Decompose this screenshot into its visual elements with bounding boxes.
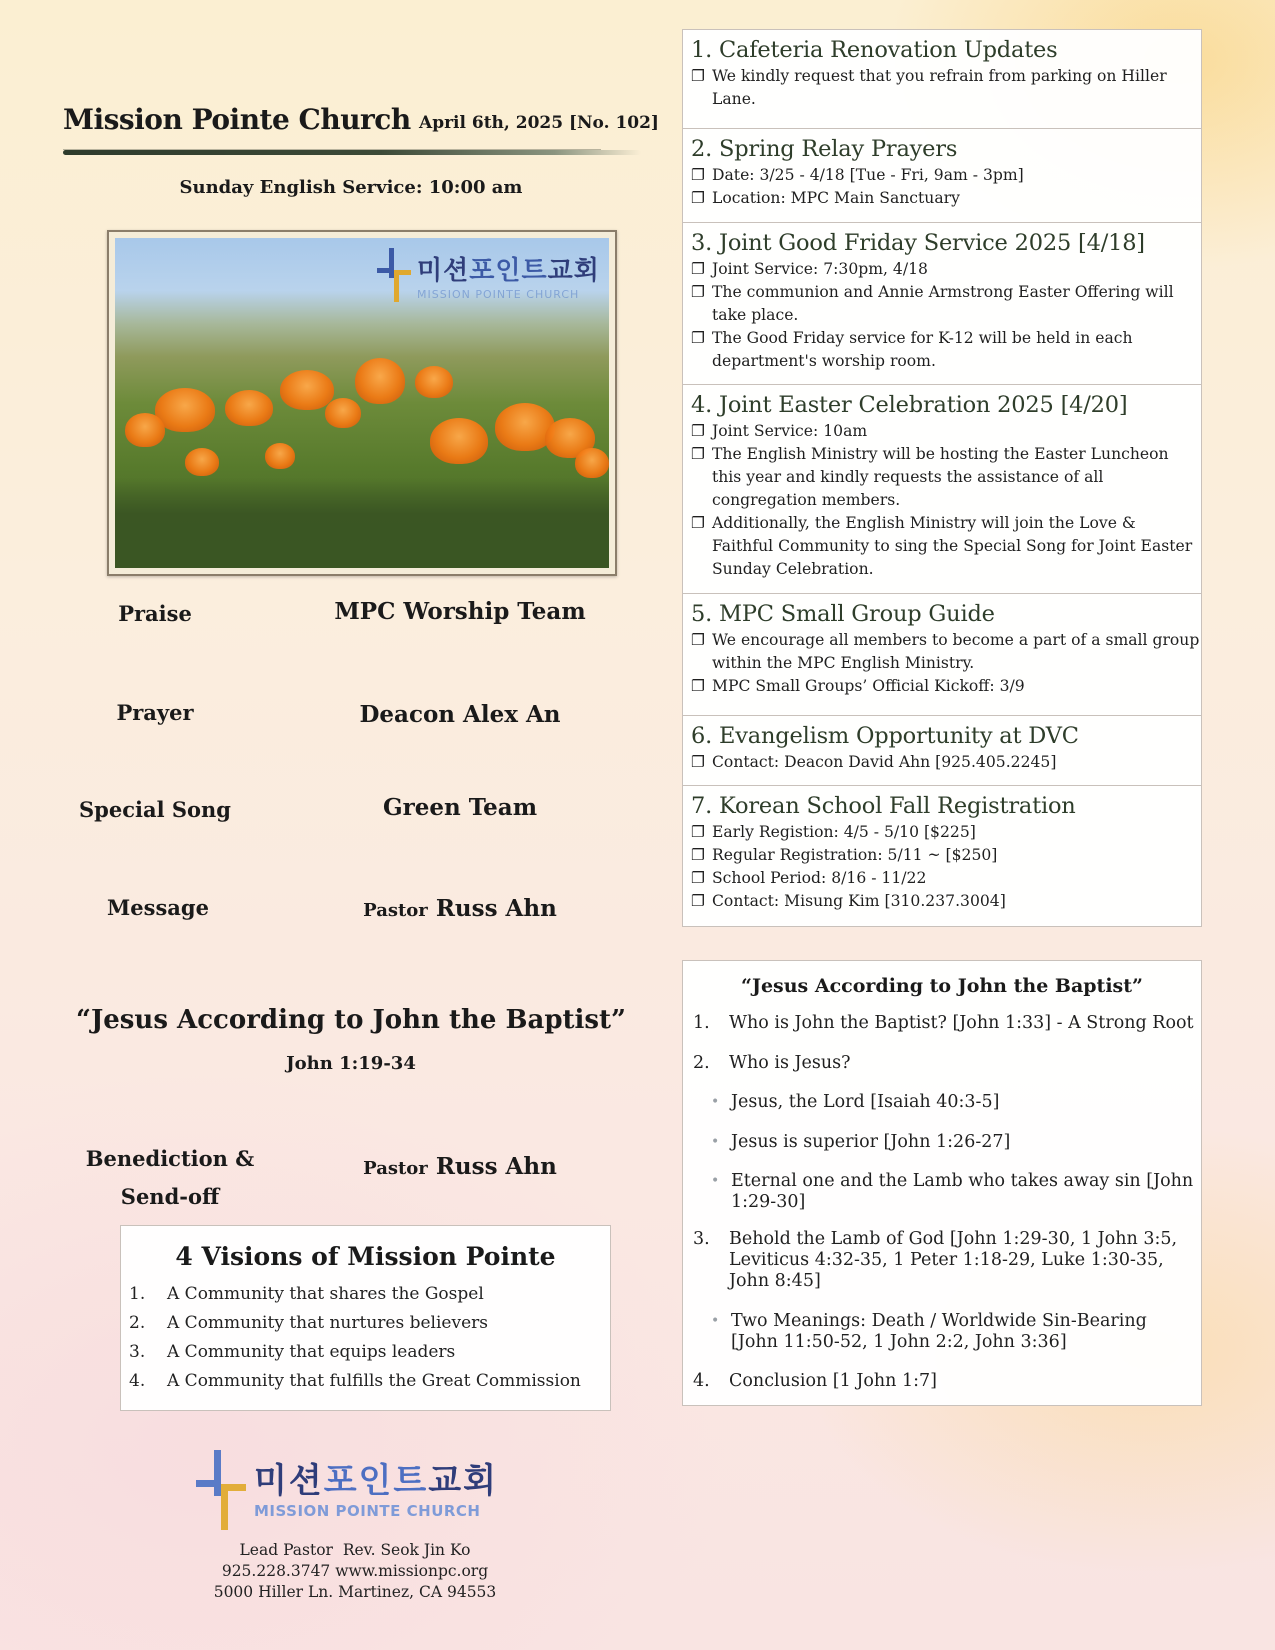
checkbox-icon: ❐ (691, 166, 705, 184)
announcement-item: ❐ MPC Small Groups’ Official Kickoff: 3/9 (691, 675, 1201, 698)
outline-subpoint: • Jesus, the Lord [Isaiah 40:3-5] (711, 1092, 1000, 1112)
checkbox-icon: ❐ (691, 283, 705, 301)
announcement-item: ❐ The Good Friday service for K-12 will be held in each department's worship room. (691, 327, 1201, 373)
sermon-outline-title: “Jesus According to John the Baptist” (741, 975, 1143, 997)
bullet-dot-icon: • (711, 1173, 720, 1189)
outline-point: 3. Behold the Lamb of God [John 1:29-30, 1 John 3:5, Leviticus 4:32-35, 1 Peter 1:18-29, Luke 1:30-35, John 8:45] (693, 1229, 1178, 1291)
announcement-7 (683, 785, 1201, 926)
announcement-item: ❐ Regular Registration: 5/11 ~ [$250] (691, 844, 1201, 867)
announcements-box (682, 29, 1202, 927)
checkbox-icon: ❐ (691, 422, 705, 440)
announcement-item: ❐ School Period: 8/16 - 11/22 (691, 867, 1201, 890)
announcement-6 (683, 715, 1201, 785)
announcement-item: ❐ We kindly request that you refrain from parking on Hiller Lane. (691, 65, 1201, 111)
announcement-item: ❐ Joint Service: 7:30pm, 4/18 (691, 258, 1201, 281)
order-role-benediction: Benediction & Send-off (85, 1146, 255, 1209)
photo-logo-korean: 미션포인트교회 (417, 255, 600, 286)
checkbox-icon: ❐ (691, 67, 705, 85)
checkbox-icon: ❐ (691, 631, 705, 649)
footer-logo-english: MISSION POINTE CHURCH (254, 1502, 481, 1520)
checkbox-icon: ❐ (691, 189, 705, 207)
announcement-item: ❐ Joint Service: 10am (691, 420, 1201, 443)
order-person-prayer (295, 701, 625, 728)
footer-logo-korean: 미션포인트교회 (254, 1461, 498, 1501)
order-person-title: Pastor (363, 900, 428, 921)
checkbox-icon: ❐ (691, 445, 705, 463)
announcement-title: 6. Evangelism Opportunity at DVC (691, 723, 1079, 749)
outline-subpoint: • Eternal one and the Lamb who takes away sin [John 1:29-30] (711, 1171, 1194, 1212)
checkbox-icon: ❐ (691, 514, 705, 532)
bullet-dot-icon: • (711, 1313, 720, 1329)
order-person-praise (295, 598, 625, 625)
order-role-special-song: Special Song (79, 797, 231, 822)
bullet-dot-icon: • (711, 1094, 720, 1110)
announcement-item: ❐ The English Ministry will be hosting the Easter Luncheon this year and kindly requests the assistance of all congregation members. (691, 443, 1201, 512)
announcement-1 (683, 30, 1201, 128)
checkbox-icon: ❐ (691, 677, 705, 695)
announcement-3 (683, 222, 1201, 384)
announcement-item: ❐ Early Registion: 4/5 - 5/10 [$225] (691, 821, 1201, 844)
order-person-message (295, 895, 625, 922)
list-item: 2. A Community that nurtures believers (129, 1313, 488, 1333)
phone-website: 925.228.3747 www.missionpc.org (221, 1562, 489, 1580)
photo-church-logo (377, 248, 600, 302)
announcement-title: 5. MPC Small Group Guide (691, 601, 995, 627)
order-person-special-song (295, 794, 625, 821)
checkbox-icon: ❐ (691, 329, 705, 347)
outline-point: 2. Who is Jesus? (693, 1053, 851, 1073)
checkbox-icon: ❐ (691, 892, 705, 910)
announcement-item: ❐ Date: 3/25 - 4/18 [Tue - Fri, 9am - 3pm] (691, 164, 1201, 187)
cross-logo-icon (377, 248, 411, 302)
order-person-name: Deacon Alex An (359, 701, 561, 728)
visions-title: 4 Visions of Mission Pointe (175, 1242, 556, 1271)
list-item: 4. A Community that fulfills the Great Commission (129, 1371, 581, 1391)
order-person-name: MPC Worship Team (334, 598, 586, 625)
order-role-message: Message (107, 895, 209, 920)
photo-logo-english: MISSION POINTE CHURCH (417, 287, 580, 301)
order-person-name: Russ Ahn (435, 1153, 557, 1180)
cover-photo-poppies (115, 238, 609, 568)
outline-subpoint: • Two Meanings: Death / Worldwide Sin-Bearing [John 11:50-52, 1 John 2:2, John 3:36] (711, 1311, 1147, 1352)
outline-point: 4. Conclusion [1 John 1:7] (693, 1371, 937, 1391)
checkbox-icon: ❐ (691, 753, 705, 771)
announcement-title: 4. Joint Easter Celebration 2025 [4/20] (691, 392, 1128, 418)
list-item: 1. A Community that shares the Gospel (129, 1284, 484, 1304)
visions-box (120, 1225, 611, 1411)
list-item: 3. A Community that equips leaders (129, 1342, 456, 1362)
announcement-item: ❐ Contact: Deacon David Ahn [925.405.2245] (691, 751, 1201, 774)
service-time: Sunday English Service: 10:00 am (179, 177, 523, 198)
announcement-item: ❐ Contact: Misung Kim [310.237.3004] (691, 890, 1201, 913)
sermon-title: “Jesus According to John the Baptist” (76, 1005, 626, 1035)
order-role-prayer: Prayer (116, 700, 194, 725)
church-name: Mission Pointe Church (63, 103, 411, 136)
announcement-item: ❐ Location: MPC Main Sanctuary (691, 187, 1201, 210)
visions-list (121, 1280, 610, 1396)
announcement-4 (683, 384, 1201, 593)
sermon-scripture: John 1:19-34 (286, 1053, 416, 1074)
order-person-title: Pastor (363, 1158, 428, 1179)
bulletin-date: April 6th, 2025 [No. 102] (419, 113, 659, 133)
checkbox-icon: ❐ (691, 260, 705, 278)
header-divider (63, 150, 641, 155)
outline-subpoint: • Jesus is superior [John 1:26-27] (711, 1132, 1011, 1152)
order-person-name: Russ Ahn (435, 895, 557, 922)
order-person-name: Green Team (382, 794, 538, 821)
checkbox-icon: ❐ (691, 869, 705, 887)
announcement-2 (683, 128, 1201, 222)
announcement-title: 2. Spring Relay Prayers (691, 136, 958, 162)
announcement-title: 1. Cafeteria Renovation Updates (691, 37, 1058, 63)
checkbox-icon: ❐ (691, 846, 705, 864)
footer-contact-info (0, 1540, 710, 1603)
cover-photo-frame (107, 230, 617, 576)
announcement-title: 3. Joint Good Friday Service 2025 [4/18] (691, 230, 1145, 256)
order-role-praise: Praise (118, 601, 192, 626)
cross-logo-icon (196, 1450, 246, 1530)
order-person-benediction (295, 1153, 625, 1180)
announcement-title: 7. Korean School Fall Registration (691, 793, 1076, 819)
announcement-item: ❐ Additionally, the English Ministry will join the Love & Faithful Community to sing the Special Song for Joint Easter Sunday Celebration. (691, 512, 1201, 581)
announcement-item: ❐ The communion and Annie Armstrong Easter Offering will take place. (691, 281, 1201, 327)
lead-pastor: Lead Pastor Rev. Seok Jin Ko (239, 1541, 471, 1559)
announcement-item: ❐ We encourage all members to become a part of a small group within the MPC English Ministry. (691, 629, 1201, 675)
bullet-dot-icon: • (711, 1134, 720, 1150)
outline-point: 1. Who is John the Baptist? [John 1:33] - A Strong Root (693, 1013, 1194, 1033)
sermon-outline-box (682, 960, 1202, 1406)
announcement-5 (683, 593, 1201, 715)
address: 5000 Hiller Ln. Martinez, CA 94553 (213, 1583, 497, 1601)
footer-church-logo (196, 1450, 498, 1530)
checkbox-icon: ❐ (691, 823, 705, 841)
